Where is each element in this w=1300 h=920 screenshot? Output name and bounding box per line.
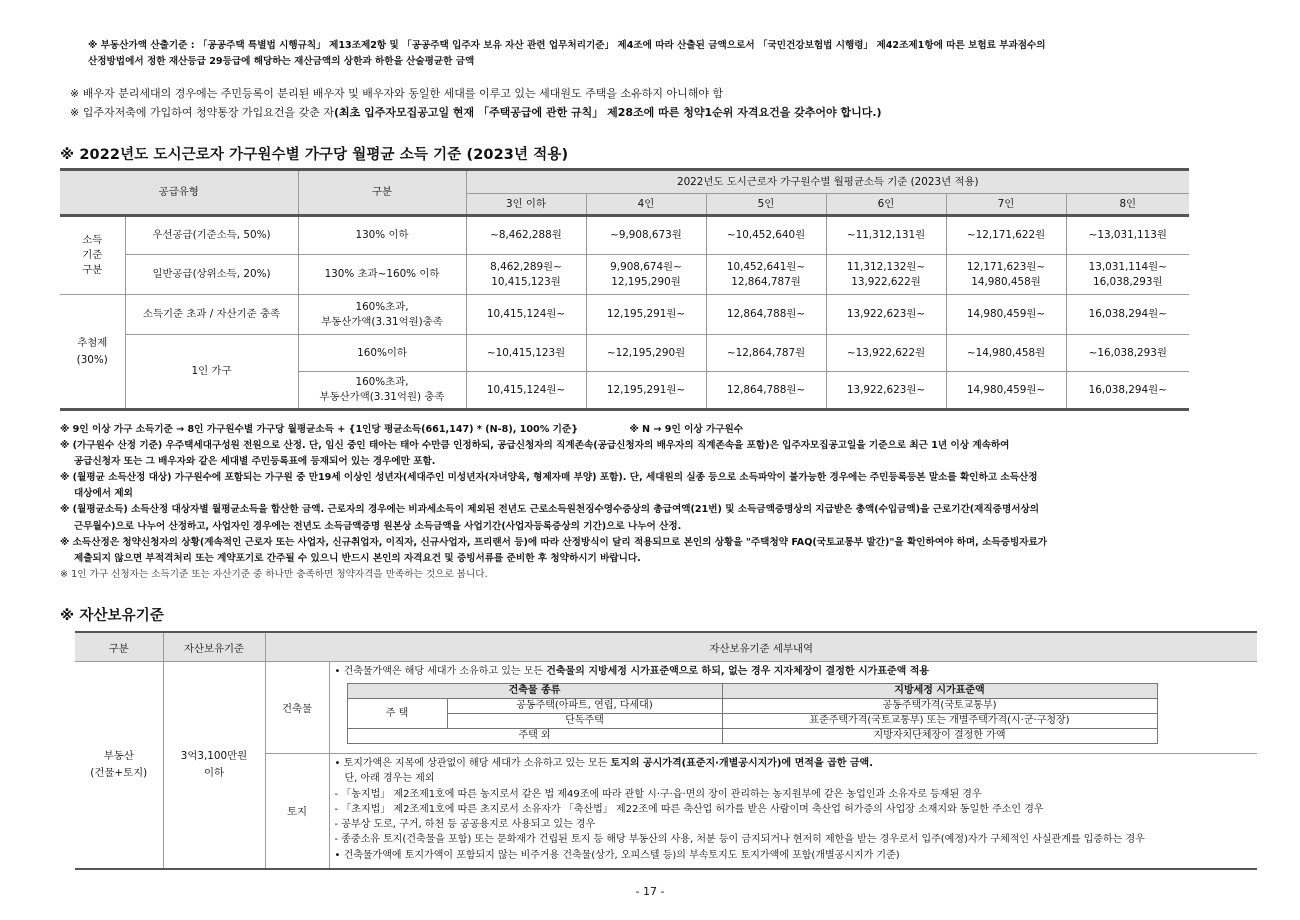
inner-kind-cell: 공동주택(아파트, 연립, 다세대): [447, 699, 722, 714]
building-detail: [329, 662, 1257, 754]
asset-section-title: ※ 자산보유기준: [60, 608, 164, 624]
inner-kind-cell: 주택 외: [347, 729, 722, 744]
table-cell: ~13,922,622원: [826, 335, 946, 372]
row-single-cat-2: 160%초과, 부동산가액(3.31억원) 충족: [298, 372, 466, 410]
table-cell: 14,980,459원~: [946, 295, 1066, 335]
table-cell: ~16,038,293원: [1066, 335, 1189, 372]
land-exception-clan: - 종중소유 토지(건축물을 포함) 또는 문화재가 건립된 토지 등 해당 부동산의 사용, 처분 등이 금지되거나 현저히 제한을 받는 경우로서 입주(예정)자가 구체적인 사실관계를 입증하는 경우: [334, 834, 1145, 846]
land-exception-grassland: - 「초지법」 제2조제1호에 따른 초지로서 소유자가 「축산법」 제22조에 따른 축산업 허가를 받은 사람이며 축산업 허가증의 사업장 소재지와 동일한 주소인 경우: [334, 803, 1044, 815]
table-cell: 10,415,124원~: [466, 295, 586, 335]
land-bullet-a: • 토지가액은 지목에 상관없이 해당 세대가 소유하고 있는 모든: [334, 758, 611, 769]
table-cell: ~13,031,113원: [1066, 216, 1189, 255]
inner-header-kind: 건축물 종류: [347, 684, 722, 699]
row-priority-type: 우선공급(기준소득, 50%): [125, 216, 298, 255]
table-cell: ~12,195,290원: [586, 335, 706, 372]
asset-header-standard: 자산보유기준: [163, 632, 265, 662]
land-exception-public: - 공부상 도로, 구거, 하천 등 공공용지로 사용되고 있는 경우: [334, 819, 596, 831]
table-cell: 13,031,114원~ 16,038,293원: [1066, 255, 1189, 295]
savings-note-b: (최초 입주자모집공고일 현재 「주택공급에 관한 규칙」 제28조에 따른 청약1순위 자격요건을 갖추어야 합니다.): [333, 106, 882, 119]
asset-header-detail: 자산보유기준 세부내역: [265, 632, 1257, 662]
building-label: 건축물: [265, 662, 329, 754]
table-cell: 8,462,289원~ 10,415,123원: [466, 255, 586, 295]
table-cell: 13,922,623원~: [826, 372, 946, 410]
asset-header-category: 구분: [75, 632, 163, 662]
inner-value-cell: 공동주택가격(국토교통부): [722, 699, 1157, 714]
note-income-calc-cont: 제출되지 않으면 부적격처리 또는 계약포기로 간주될 수 있으니 반드시 본인의 자격요건 및 증빙서류를 준비한 후 청약하시기 바랍니다.: [74, 552, 641, 564]
note-n-definition: ※ N → 9인 이상 가구원수: [629, 424, 744, 435]
table-cell: ~12,864,787원: [706, 335, 826, 372]
header-size-4: 4인: [586, 194, 706, 216]
table-cell: ~8,462,288원: [466, 216, 586, 255]
land-bullet: [331, 756, 1257, 771]
land-exception-intro: 단, 아래 경우는 제외: [344, 773, 435, 785]
note-income-calc: ※ 소득산정은 청약신청자의 상황(계속적인 근로자 또는 사업자, 신규취업자, 이직자, 신규사업자, 프리랜서 등)에 따라 산정방식이 달리 적용되므로 본인의 상황을 "주택청약 FAQ(국토교통부 발간)"을 확인하여야 하며, 소득증빙자료가: [60, 536, 1048, 548]
savings-note-a: ※ 입주자저축에 가입하여 청약통장 가입요건을 갖춘 자: [70, 106, 334, 119]
land-bullet-b: 토지의 공시가격(표준지·개별공시지가)에 면적을 곱한 금액.: [610, 758, 874, 769]
income-notes: [60, 422, 1250, 583]
asset-standard: 3억3,100만원 이하: [163, 662, 265, 869]
income-table: [60, 168, 1189, 411]
row-excess-type: 소득기준 초과 / 자산기준 충족: [125, 295, 298, 335]
table-cell: ~9,908,673원: [586, 216, 706, 255]
row-single-type: 1인 가구: [125, 335, 298, 410]
property-calc-line-1: ※ 부동산가액 산출기준 : 「공공주택 특별법 시행규칙」 제13조제2항 및 「공공주택 입주자 보유 자산 관련 업무처리기준」 제4조에 따라 산출된 금액으로서 「국민건강보험법 시행령」 제42조제1항에 따른 보험료 부과점수의: [88, 40, 1046, 51]
header-category: 구분: [298, 170, 466, 216]
row-general-type: 일반공급(상위소득, 20%): [125, 255, 298, 295]
inner-kind-cell: 단독주택: [447, 714, 722, 729]
inner-value-cell: 지방자치단체장이 결정한 가액: [722, 729, 1157, 744]
note-household-count-cont: 공급신청자 또는 그 배우자와 같은 세대별 주민등록표에 등재되어 있는 경우에만 포함.: [74, 456, 436, 468]
note-monthly-income-cont: 근무월수)으로 나누어 산정하고, 사업자인 경우에는 전년도 소득금액증명 원본상 소득금액을 사업기간(사업자등록증상의 기간)으로 나누어 산정.: [74, 520, 682, 532]
header-supply-type: 공급유형: [60, 170, 298, 216]
table-cell: ~10,452,640원: [706, 216, 826, 255]
header-size-8: 8인: [1066, 194, 1189, 216]
note-monthly-income: ※ (월평균소득) 소득산정 대상자별 월평균소득을 합산한 금액. 근로자의 경우에는 비과세소득이 제외된 전년도 근로소득원천징수영수증상의 총급여액(21번) 및 소득금액증명상의 지급받은 총액(수입금액)을 근로기간(재직증명서상의: [60, 504, 1040, 516]
note-nine-plus: [60, 422, 1250, 438]
table-cell: 9,908,674원~ 12,195,290원: [586, 255, 706, 295]
table-cell: ~11,312,131원: [826, 216, 946, 255]
row-excess-cat: 160%초과, 부동산가액(3.31억원)충족: [298, 295, 466, 335]
note-household-count: ※ (가구원수 산정 기준) 우주택세대구성원 전원으로 산정. 단, 임신 중인 태아는 태아 수만큼 인정하되, 공급신청자의 직계존속(공급신청자의 배우자의 직계존속을 포함)은 입주자모집공고일을 기준으로 최근 1년 이상 계속하여: [60, 440, 1010, 452]
header-size-3: 3인 이하: [466, 194, 586, 216]
note-single-household: ※ 1인 가구 신청자는 소득기준 또는 자산기준 중 하나만 충족하면 청약자격을 만족하는 것으로 봅니다.: [60, 568, 488, 580]
inner-value-cell: 표준주택가격(국토교통부) 또는 개별주택가격(시·군·구청장): [722, 714, 1157, 729]
land-exception-farmland: - 「농지법」 제2조제1호에 따른 농지로서 같은 법 제49조에 따라 관할 시·구·읍·면의 장이 관리하는 농지원부에 같은 농업인과 소유자로 등재된 경우: [334, 788, 982, 800]
page-number: - 17 -: [635, 885, 665, 898]
house-label: 주 택: [347, 699, 447, 729]
building-type-table: [347, 683, 1158, 744]
table-cell: 10,415,124원~: [466, 372, 586, 410]
building-bullet: [331, 664, 1257, 679]
income-section-title: ※ 2022년도 도시근로자 가구원수별 가구당 월평균 소득 기준 (2023년 적용): [60, 147, 569, 163]
header-size-5: 5인: [706, 194, 826, 216]
table-cell: 14,980,459원~: [946, 372, 1066, 410]
building-bullet-a: • 건축물가액은 해당 세대가 소유하고 있는 모든: [334, 666, 547, 677]
land-detail: [329, 754, 1257, 869]
header-size-6: 6인: [826, 194, 946, 216]
table-cell: 12,195,291원~: [586, 295, 706, 335]
land-nonresidential-note: • 건축물가액에 토지가액이 포함되지 않는 비주거용 건축물(상가, 오피스텔 등)의 부속토지도 토지가액에 포함(개별공시지가 기준): [334, 849, 900, 861]
note-income-target-cont: 대상에서 제외: [74, 488, 133, 500]
lottery-group-label: 추첨제 (30%): [60, 295, 125, 410]
note-income-target: ※ (월평균 소득산정 대상) 가구원수에 포함되는 가구원 중 만19세 이상인 성년자(세대주인 미성년자(자녀양육, 형제자매 부양) 포함). 단, 세대원의 실종 등으로 소득파악이 불가능한 경우에는 주민등록등본 말소를 확인하고 소득산정: [60, 472, 1038, 484]
table-cell: ~10,415,123원: [466, 335, 586, 372]
property-calc-note: [88, 38, 1258, 70]
table-cell: 11,312,132원~ 13,922,622원: [826, 255, 946, 295]
asset-category: 부동산 (건물+토지): [75, 662, 163, 869]
table-cell: 12,195,291원~: [586, 372, 706, 410]
asset-table: [75, 631, 1257, 870]
row-general-cat: 130% 초과~160% 이하: [298, 255, 466, 295]
table-cell: 12,864,788원~: [706, 295, 826, 335]
row-single-cat-1: 160%이하: [298, 335, 466, 372]
savings-note: [70, 104, 1290, 122]
table-cell: 16,038,294원~: [1066, 372, 1189, 410]
table-cell: 16,038,294원~: [1066, 295, 1189, 335]
header-income-group: 2022년도 도시근로자 가구원수별 월평균소득 기준 (2023년 적용): [466, 170, 1189, 194]
land-label: 토지: [265, 754, 329, 869]
table-cell: 12,171,623원~ 14,980,458원: [946, 255, 1066, 295]
table-cell: 13,922,623원~: [826, 295, 946, 335]
table-cell: ~12,171,622원: [946, 216, 1066, 255]
note-nine-plus-text: ※ 9인 이상 가구 소득기준 → 8인 가구원수별 가구당 월평균소득 + {1인당 평균소득(661,147) * (N-8), 100% 기준}: [60, 424, 579, 435]
income-group-label: 소득 기준 구분: [60, 216, 125, 295]
table-cell: 10,452,641원~ 12,864,787원: [706, 255, 826, 295]
header-size-7: 7인: [946, 194, 1066, 216]
table-cell: 12,864,788원~: [706, 372, 826, 410]
property-calc-line-2: 산정방법에서 정한 재산등급 29등급에 해당하는 재산금액의 상한과 하한을 산술평균한 금액: [88, 56, 475, 67]
row-priority-cat: 130% 이하: [298, 216, 466, 255]
table-cell: ~14,980,458원: [946, 335, 1066, 372]
spouse-note: ※ 배우자 분리세대의 경우에는 주민등록이 분리된 배우자 및 배우자와 동일한 세대를 이루고 있는 세대원도 주택을 소유하지 아니해야 함: [70, 87, 724, 100]
building-bullet-b: 건축물의 지방세정 시가표준액으로 하되, 없는 경우 지자체장이 결정한 시가표준액 적용: [546, 666, 930, 677]
inner-header-value: 지방세정 시가표준액: [722, 684, 1157, 699]
